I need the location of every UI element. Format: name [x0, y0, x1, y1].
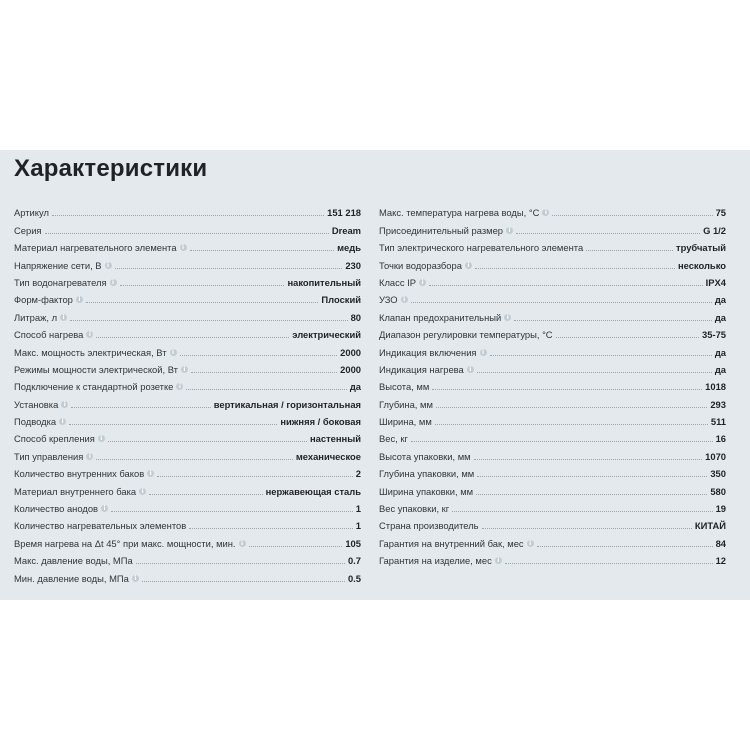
spec-value: 2000: [340, 363, 361, 375]
spec-label: [379, 416, 432, 429]
info-icon[interactable]: i: [504, 314, 511, 321]
info-icon[interactable]: i: [506, 227, 513, 234]
spec-row: [379, 499, 726, 516]
spec-label: [14, 242, 187, 255]
spec-label-text: Способ крепления: [14, 433, 95, 445]
spec-label-text: Подключение к стандартной розетке: [14, 381, 174, 393]
spec-value: да: [349, 381, 361, 393]
info-icon[interactable]: i: [101, 505, 108, 512]
dotted-leader: [411, 302, 712, 303]
info-icon[interactable]: i: [527, 540, 534, 547]
spec-label: [14, 329, 93, 342]
spec-value: Dream: [331, 224, 361, 236]
spec-value: 80: [350, 311, 361, 323]
spec-label: [14, 520, 186, 533]
spec-label-text: Установка: [14, 398, 59, 410]
dotted-leader: [411, 441, 713, 442]
spec-label-text: Индикация нагрева: [379, 363, 464, 375]
dotted-leader: [191, 372, 337, 373]
spec-label-text: Серия: [14, 224, 42, 236]
spec-value: Плоский: [321, 294, 361, 306]
spec-label-text: Глубина, мм: [379, 398, 433, 410]
spec-label: [14, 416, 66, 429]
spec-label: [14, 503, 108, 516]
dotted-leader: [482, 528, 692, 529]
spec-label-text: Способ нагрева: [14, 329, 84, 341]
spec-label-text: Мин. давление воды, МПа: [14, 572, 129, 584]
spec-row: [379, 325, 726, 342]
spec-row: [379, 273, 726, 290]
spec-row: [14, 325, 361, 342]
spec-value: 2: [355, 468, 361, 480]
info-icon[interactable]: i: [170, 349, 177, 356]
spec-label: [379, 260, 472, 273]
spec-value: 293: [710, 398, 726, 410]
dotted-leader: [120, 285, 285, 286]
spec-value: 0.5: [347, 572, 361, 584]
spec-label-text: Материал нагревательного элемента: [14, 242, 177, 254]
dotted-leader: [436, 407, 707, 408]
spec-label-text: Вес упаковки, кг: [379, 503, 450, 515]
spec-value: медь: [337, 242, 361, 254]
spec-value: настенный: [310, 433, 361, 445]
spec-row: [379, 342, 726, 359]
spec-row: [14, 360, 361, 377]
dotted-leader: [189, 528, 353, 529]
spec-label: [379, 312, 511, 325]
spec-label-text: Литраж, л: [14, 311, 58, 323]
spec-label-text: Высота, мм: [379, 381, 430, 393]
spec-label-text: Гарантия на внутренний бак, мес: [379, 537, 524, 549]
spec-value: электрический: [292, 329, 361, 341]
specs-column-right: [379, 203, 726, 568]
spec-row: [14, 446, 361, 463]
spec-label-text: Режимы мощности электрической, Вт: [14, 363, 178, 375]
specs-column-left: [14, 203, 361, 586]
spec-row: [14, 342, 361, 359]
spec-value: IPX4: [705, 276, 726, 288]
spec-row: [379, 412, 726, 429]
page-title: Характеристики: [14, 155, 208, 182]
spec-label-text: Присоединительный размер: [379, 224, 504, 236]
info-icon[interactable]: i: [86, 453, 93, 460]
spec-label-text: Тип управления: [14, 450, 84, 462]
spec-label-text: Тип электрического нагревательного элемента: [379, 242, 584, 254]
dotted-leader: [86, 302, 319, 303]
spec-row: [14, 429, 361, 446]
spec-row: [14, 203, 361, 220]
spec-row: [379, 516, 726, 533]
spec-value: 511: [710, 416, 726, 428]
spec-label: [379, 433, 408, 446]
spec-label-text: Тип водонагревателя: [14, 276, 107, 288]
spec-label-text: Количество нагревательных элементов: [14, 520, 187, 532]
spec-label-text: Форм-фактор: [14, 294, 73, 306]
dotted-leader: [249, 546, 343, 547]
info-icon[interactable]: i: [467, 366, 474, 373]
spec-label: [14, 312, 67, 325]
info-icon[interactable]: i: [495, 557, 502, 564]
spec-label: [14, 294, 83, 307]
spec-value: 0.7: [347, 555, 361, 567]
dotted-leader: [429, 285, 703, 286]
dotted-leader: [96, 459, 292, 460]
spec-value: да: [714, 346, 726, 358]
dotted-leader: [586, 250, 673, 251]
spec-label: [14, 207, 49, 220]
spec-value: 35-75: [702, 329, 726, 341]
dotted-leader: [556, 337, 699, 338]
spec-value: да: [714, 363, 726, 375]
spec-value: да: [714, 294, 726, 306]
info-icon[interactable]: i: [480, 349, 487, 356]
spec-label-text: Класс IP: [379, 276, 416, 288]
dotted-leader: [474, 459, 703, 460]
info-icon[interactable]: i: [110, 279, 117, 286]
spec-label-text: Время нагрева на Δt 45° при макс. мощности, мин.: [14, 537, 236, 549]
spec-label: [14, 225, 42, 238]
dotted-leader: [476, 494, 707, 495]
spec-row: [379, 533, 726, 550]
spec-label: [14, 451, 93, 464]
spec-row: [14, 481, 361, 498]
info-icon[interactable]: i: [139, 488, 146, 495]
info-icon[interactable]: i: [132, 575, 139, 582]
spec-value: 1018: [705, 381, 726, 393]
spec-label: [379, 277, 426, 290]
spec-label: [14, 399, 68, 412]
spec-row: [14, 412, 361, 429]
spec-row: [14, 499, 361, 516]
spec-value: 1070: [705, 450, 726, 462]
spec-label: [379, 242, 583, 255]
spec-value: 19: [715, 503, 726, 515]
spec-row: [379, 377, 726, 394]
spec-label-text: Глубина упаковки, мм: [379, 468, 475, 480]
spec-row: [379, 203, 726, 220]
dotted-leader: [452, 511, 712, 512]
info-icon[interactable]: i: [542, 209, 549, 216]
dotted-leader: [149, 494, 263, 495]
dotted-leader: [432, 389, 702, 390]
spec-row: [379, 360, 726, 377]
dotted-leader: [490, 355, 712, 356]
info-icon[interactable]: i: [239, 540, 246, 547]
spec-row: [14, 273, 361, 290]
spec-label: [379, 225, 513, 238]
spec-label-text: Макс. мощность электрическая, Вт: [14, 346, 167, 358]
dotted-leader: [115, 268, 343, 269]
spec-label: [14, 364, 188, 377]
spec-label-text: Гарантия на изделие, мес: [379, 555, 492, 567]
info-icon[interactable]: i: [465, 262, 472, 269]
spec-row: [14, 377, 361, 394]
spec-value: нижняя / боковая: [280, 416, 361, 428]
spec-label: [14, 486, 146, 499]
spec-label: [14, 468, 154, 481]
spec-label: [14, 573, 139, 586]
spec-label: [379, 520, 479, 533]
spec-label-text: Артикул: [14, 207, 49, 219]
dotted-leader: [552, 215, 712, 216]
spec-label-text: Точки водоразбора: [379, 259, 462, 271]
dotted-leader: [142, 581, 345, 582]
dotted-leader: [514, 320, 712, 321]
info-icon[interactable]: i: [176, 383, 183, 390]
spec-label: [379, 381, 429, 394]
info-icon[interactable]: i: [147, 470, 154, 477]
spec-row: [379, 481, 726, 498]
spec-label: [14, 277, 117, 290]
spec-label: [379, 503, 449, 516]
info-icon[interactable]: i: [419, 279, 426, 286]
spec-row: [379, 220, 726, 237]
spec-value: 230: [345, 259, 361, 271]
spec-value: 84: [715, 537, 726, 549]
spec-label-text: Макс. давление воды, МПа: [14, 555, 133, 567]
dotted-leader: [186, 389, 346, 390]
spec-value: 350: [710, 468, 726, 480]
spec-row: [14, 464, 361, 481]
info-icon[interactable]: i: [61, 401, 68, 408]
spec-label-text: Клапан предохранительный: [379, 311, 502, 323]
spec-label-text: Подводка: [14, 416, 57, 428]
info-icon[interactable]: i: [59, 418, 66, 425]
spec-label: [379, 364, 474, 377]
spec-value: 1: [355, 503, 361, 515]
spec-value: 75: [715, 207, 726, 219]
spec-row: [14, 238, 361, 255]
dotted-leader: [157, 476, 353, 477]
info-icon[interactable]: i: [401, 296, 408, 303]
info-icon[interactable]: i: [105, 262, 112, 269]
spec-row: [14, 516, 361, 533]
spec-label-text: Материал внутреннего бака: [14, 485, 137, 497]
spec-label-text: Макс. температура нагрева воды, °С: [379, 207, 540, 219]
spec-value: 105: [345, 537, 361, 549]
spec-value: нержавеющая сталь: [265, 485, 361, 497]
spec-label-text: Вес, кг: [379, 433, 408, 445]
spec-label: [14, 381, 183, 394]
spec-label: [379, 347, 487, 360]
spec-label-text: Напряжение сети, В: [14, 259, 102, 271]
spec-label: [14, 433, 105, 446]
spec-value: да: [714, 311, 726, 323]
dotted-leader: [505, 563, 713, 564]
spec-label: [379, 207, 549, 220]
dotted-leader: [108, 441, 307, 442]
spec-label: [14, 555, 133, 568]
spec-row: [379, 551, 726, 568]
spec-value: вертикальная / горизонтальная: [213, 398, 361, 410]
spec-value: накопительный: [287, 276, 361, 288]
spec-row: [14, 255, 361, 272]
dotted-leader: [45, 233, 329, 234]
spec-value: 12: [715, 555, 726, 567]
spec-label: [14, 260, 112, 273]
spec-label-text: УЗО: [379, 294, 398, 306]
spec-label-text: Страна производитель: [379, 520, 479, 532]
spec-row: [14, 394, 361, 411]
spec-value: 2000: [340, 346, 361, 358]
spec-label-text: Ширина упаковки, мм: [379, 485, 474, 497]
dotted-leader: [477, 476, 707, 477]
spec-label-text: Индикация включения: [379, 346, 477, 358]
spec-row: [379, 446, 726, 463]
dotted-leader: [52, 215, 324, 216]
spec-label: [379, 538, 534, 551]
spec-label: [379, 486, 473, 499]
spec-label-text: Высота упаковки, мм: [379, 450, 471, 462]
spec-row: [379, 255, 726, 272]
spec-row: [14, 290, 361, 307]
spec-row: [379, 238, 726, 255]
spec-label: [379, 451, 471, 464]
spec-value: несколько: [677, 259, 726, 271]
spec-label: [379, 555, 502, 568]
spec-row: [14, 533, 361, 550]
dotted-leader: [111, 511, 353, 512]
dotted-leader: [477, 372, 712, 373]
spec-label: [14, 538, 246, 551]
info-icon[interactable]: i: [98, 435, 105, 442]
dotted-leader: [537, 546, 713, 547]
spec-row: [14, 551, 361, 568]
info-icon[interactable]: i: [76, 296, 83, 303]
info-icon[interactable]: i: [181, 366, 188, 373]
spec-row: [14, 568, 361, 585]
info-icon[interactable]: i: [60, 314, 67, 321]
dotted-leader: [96, 337, 289, 338]
info-icon[interactable]: i: [180, 244, 187, 251]
spec-row: [14, 307, 361, 324]
spec-row: [379, 464, 726, 481]
dotted-leader: [516, 233, 700, 234]
dotted-leader: [70, 320, 348, 321]
spec-row: [379, 307, 726, 324]
spec-row: [379, 394, 726, 411]
spec-value: 1: [355, 520, 361, 532]
spec-label: [14, 347, 177, 360]
dotted-leader: [136, 563, 345, 564]
spec-value: механическое: [295, 450, 361, 462]
spec-value: G 1/2: [703, 224, 726, 236]
spec-label-text: Количество внутренних баков: [14, 468, 145, 480]
dotted-leader: [475, 268, 675, 269]
spec-row: [379, 429, 726, 446]
spec-value: 580: [710, 485, 726, 497]
dotted-leader: [71, 407, 210, 408]
spec-label: [379, 329, 553, 342]
spec-value: трубчатый: [676, 242, 726, 254]
dotted-leader: [190, 250, 335, 251]
dotted-leader: [69, 424, 277, 425]
spec-row: [379, 290, 726, 307]
info-icon[interactable]: i: [86, 331, 93, 338]
dotted-leader: [435, 424, 708, 425]
spec-row: [14, 220, 361, 237]
spec-value: 16: [715, 433, 726, 445]
spec-label: [379, 468, 474, 481]
spec-label-text: Ширина, мм: [379, 416, 432, 428]
spec-label-text: Количество анодов: [14, 503, 99, 515]
spec-label: [379, 294, 408, 307]
spec-label-text: Диапазон регулировки температуры, °С: [379, 329, 553, 341]
spec-value: КИТАЙ: [694, 520, 726, 532]
spec-label: [379, 399, 433, 412]
dotted-leader: [180, 355, 338, 356]
spec-value: 151 218: [327, 207, 361, 219]
